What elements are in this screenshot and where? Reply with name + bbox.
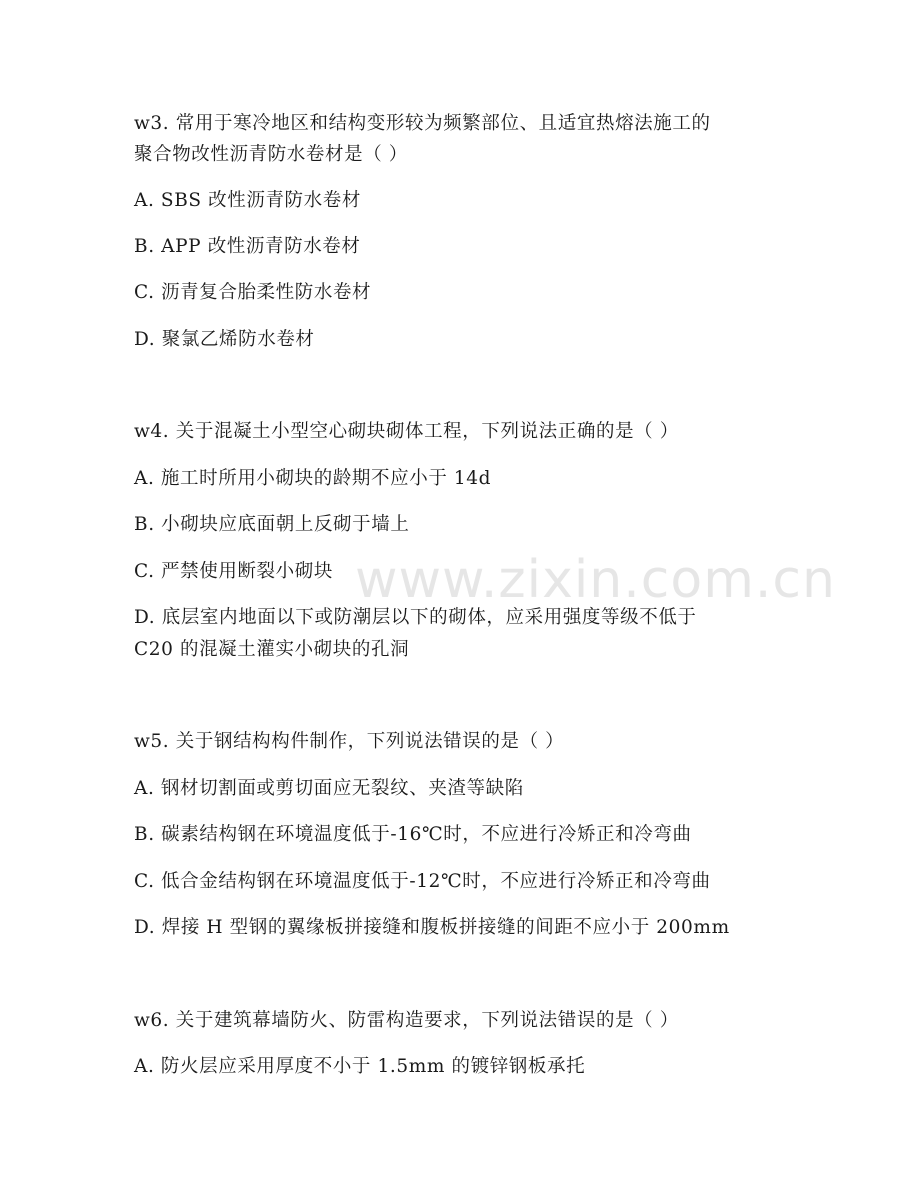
option-d: D. 焊接 H 型钢的翼缘板拼接缝和腹板拼接缝的间距不应小于 200mm: [134, 917, 730, 938]
question-stem-line: w5. 关于钢结构构件制作，下列说法错误的是（ ）: [134, 731, 565, 752]
option-d: D. 聚氯乙烯防水卷材: [134, 329, 315, 350]
question-stem-line: w6. 关于建筑幕墙防火、防雷构造要求，下列说法错误的是（ ）: [134, 1010, 679, 1031]
option-c: C. 低合金结构钢在环境温度低于-12℃时，不应进行冷矫正和冷弯曲: [134, 871, 711, 892]
option-a: A. SBS 改性沥青防水卷材: [134, 190, 361, 211]
option-d: D. 底层室内地面以下或防潮层以下的砌体，应采用强度等级不低于: [134, 607, 697, 628]
option-b: B. 碳素结构钢在环境温度低于-16℃时，不应进行冷矫正和冷弯曲: [134, 824, 692, 845]
option-b: B. APP 改性沥青防水卷材: [134, 236, 361, 257]
option-c: C. 沥青复合胎柔性防水卷材: [134, 282, 372, 303]
option-a: A. 防火层应采用厚度不小于 1.5mm 的镀锌钢板承托: [134, 1056, 586, 1077]
option-a: A. 钢材切割面或剪切面应无裂纹、夹渣等缺陷: [134, 778, 524, 799]
option-b: B. 小砌块应底面朝上反砌于墙上: [134, 514, 410, 535]
watermark: www.zixin.com.cn: [355, 550, 836, 610]
question-stem-line: w3. 常用于寒冷地区和结构变形较为频繁部位、且适宜热熔法施工的: [134, 113, 711, 134]
option-c: C. 严禁使用断裂小砌块: [134, 561, 333, 582]
question-stem-line: w4. 关于混凝土小型空心砌块砌体工程，下列说法正确的是（ ）: [134, 421, 679, 442]
question-stem-line: 聚合物改性沥青防水卷材是（ ）: [134, 144, 408, 165]
option-d-continued: C20 的混凝土灌实小砌块的孔洞: [134, 639, 410, 660]
option-a: A. 施工时所用小砌块的龄期不应小于 14d: [134, 468, 492, 489]
